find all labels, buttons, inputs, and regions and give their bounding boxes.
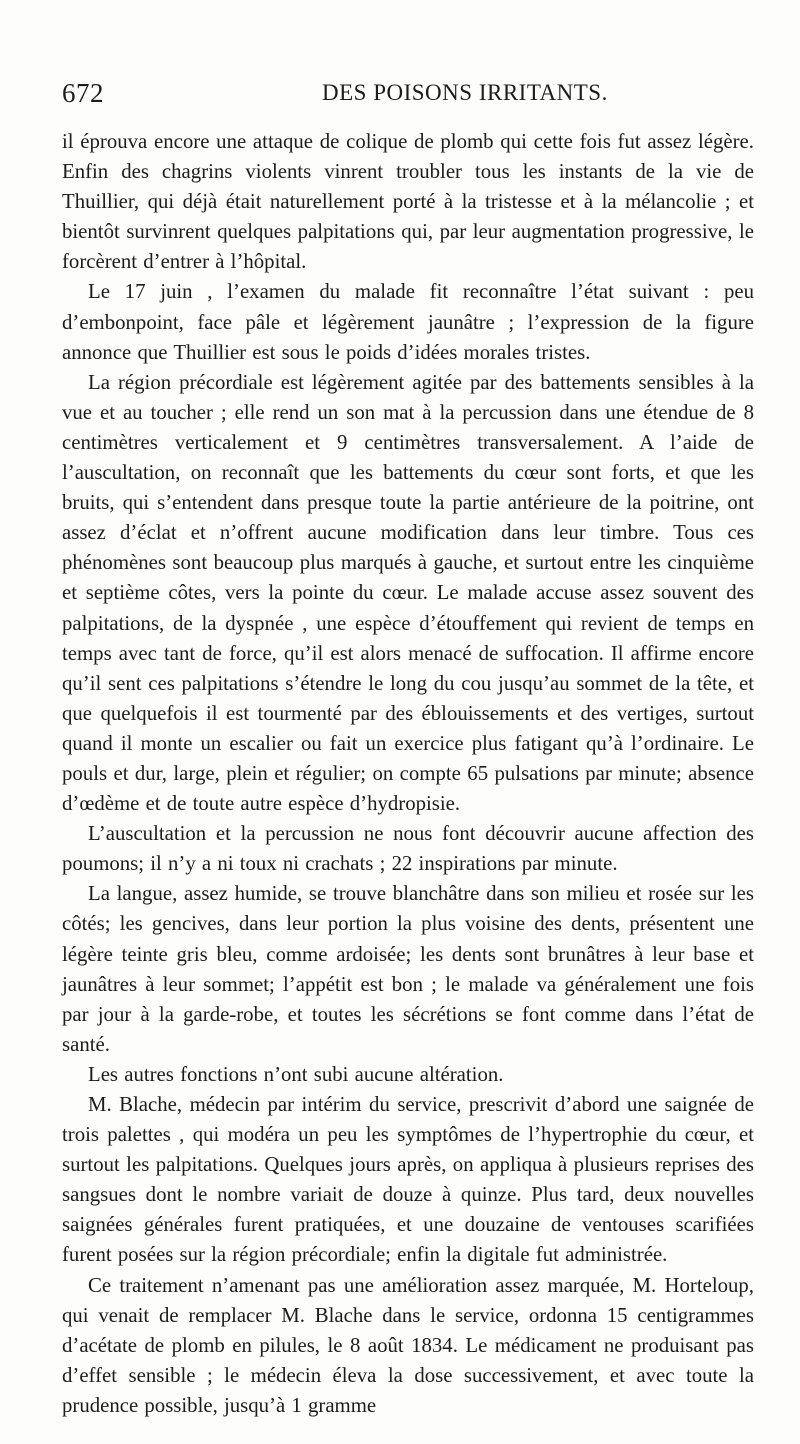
paragraph-continuation: il éprouva encore une attaque de colique de plomb qui cette fois fut assez légère. Enfin des chagrins violents vinrent troubler tous les instants de la vie de Thuillier, qui déjà était naturellement porté à la tristesse et à la mélancolie ; et bientôt survinrent quelques palpitations qui, par leur augmentation progressive, le forcèrent d’entrer à l’hôpital.: [62, 130, 754, 274]
paragraph-treatment-horteloup: Ce traitement n’amenant pas une amélioration assez marquée, M. Horteloup, qui venait de remplacer M. Blache dans le service, ordonna 15 centigrammes d’acétate de plomb en pilules, le 8 août 1834. Le médicament ne produisant pas d’effet sensible ; le médecin éleva la dose successivement, et avec toute la prudence possible, jusqu’à 1 gramme: [62, 1273, 754, 1417]
page-number: 672: [62, 78, 104, 108]
paragraph-other-functions: Les autres fonctions n’ont subi aucune altération.: [88, 1062, 504, 1086]
body-text: [62, 127, 754, 1421]
paragraph-lungs: L’auscultation et la percussion ne nous font découvrir aucune affection des poumons; il n’y a ni toux ni crachats ; 22 inspirations par minute.: [62, 822, 754, 876]
paragraph-precordial-region: La région précordiale est légèrement agitée par des battements sensibles à la vue et au toucher ; elle rend un son mat à la percussion dans une étendue de 8 centimètres verticalement et 9 centimètres transversalement. A l’aide de l’auscultation, on reconnaît que les battements du cœur sont forts, et que les bruits, qui s’entendent dans presque toute la partie antérieure de la poitrine, ont assez d’éclat et n’offrent aucune modification dans leur timbre. Tous ces phénomènes sont beaucoup plus marqués à gauche, et surtout entre les cinquième et septième côtes, vers la pointe du cœur. Le malade accuse assez souvent des palpitations, de la dyspnée , une espèce d’étouffement qui revient de temps en temps avec tant de force, qu’il est alors menacé de suffocation. Il affirme encore qu’il sent ces palpitations s’étendre le long du cou jusqu’au sommet de la tête, et que quelquefois il est tourmenté par des éblouissements et des vertiges, surtout quand il monte un escalier ou fait un exercice plus fatigant qu’à l’ordinaire. Le pouls et dur, large, plein et régulier; on compte 65 pulsations par minute; absence d’œdème et de toute autre espèce d’hydropisie.: [62, 370, 754, 816]
page-header: [62, 78, 752, 118]
paragraph-examination: Le 17 juin , l’examen du malade fit reconnaître l’état suivant : peu d’embonpoint, face pâle et légèrement jaunâtre ; l’expression de la figure annonce que Thuillier est sous le poids d’idées morales tristes.: [62, 280, 754, 364]
paragraph-treatment-blache: M. Blache, médecin par intérim du service, prescrivit d’abord une saignée de trois palettes , qui modéra un peu les symptômes de l’hypertrophie du cœur, et surtout les palpitations. Quelques jours après, on appliqua à plusieurs reprises des sangsues dont le nombre variait de douze à quinze. Plus tard, deux nouvelles saignées générales furent pratiquées, et une douzaine de ventouses scarifiées furent posées sur la région précordiale; enfin la digitale fut administrée.: [62, 1093, 754, 1267]
running-title: DES POISONS IRRITANTS.: [322, 80, 608, 105]
paragraph-tongue: La langue, assez humide, se trouve blanchâtre dans son milieu et rosée sur les côtés; les gencives, dans leur portion la plus voisine des dents, présentent une légère teinte gris bleu, comme ardoisée; les dents sont brunâtres à leur base et jaunâtres à leur sommet; l’appétit est bon ; le malade va généralement une fois par jour à la garde-robe, et toutes les sécrétions se font comme dans l’état de santé.: [62, 882, 754, 1056]
